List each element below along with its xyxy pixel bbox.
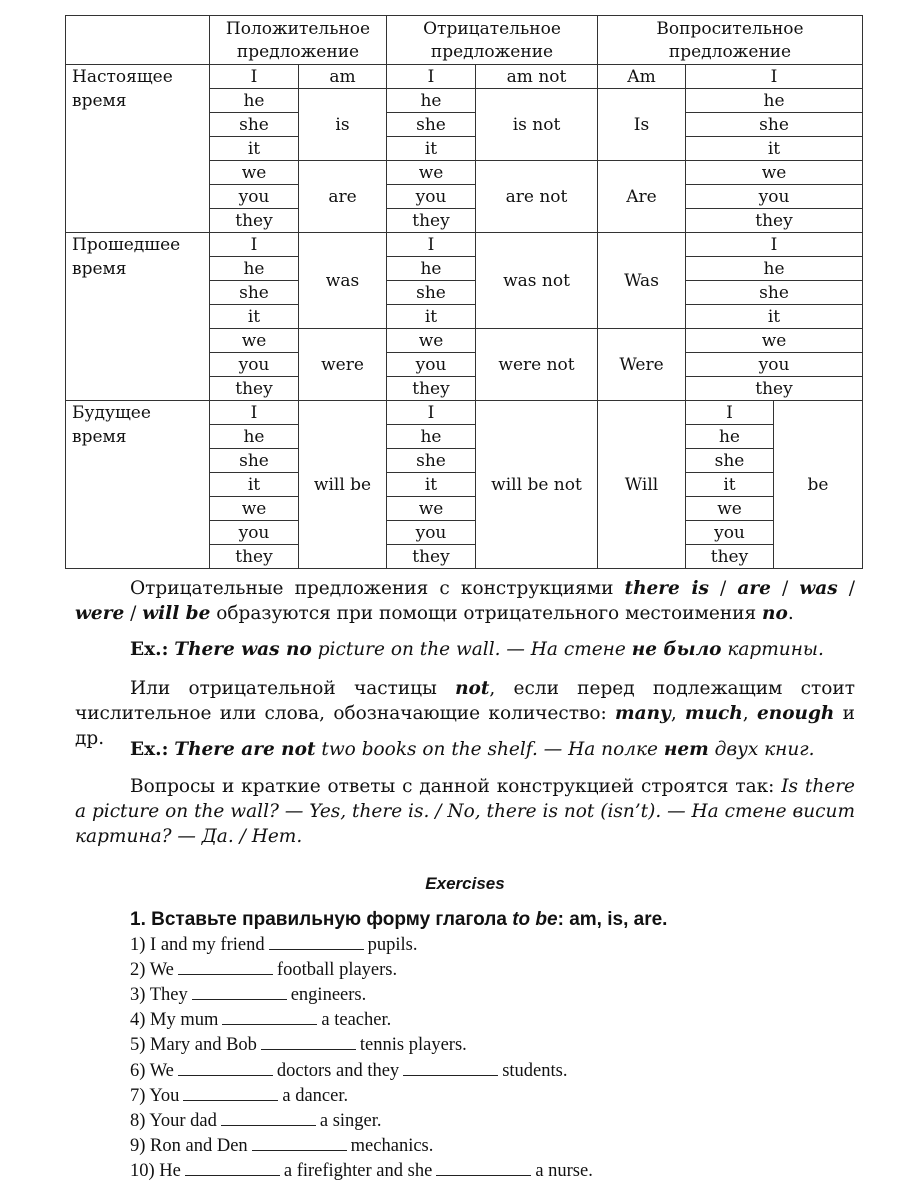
pronoun-cell: you xyxy=(387,185,476,209)
pronoun-cell: you xyxy=(210,353,299,377)
pronoun-cell: he xyxy=(387,425,476,449)
table-row xyxy=(66,233,863,257)
pronoun-cell: it xyxy=(387,137,476,161)
pronoun-cell: we xyxy=(387,497,476,521)
pronoun-cell: she xyxy=(210,281,299,305)
pronoun-cell: they xyxy=(686,377,863,401)
answer-blank[interactable] xyxy=(183,1083,278,1101)
grammar-table xyxy=(65,15,863,569)
exercise-text: mechanics. xyxy=(350,1135,434,1156)
exercise-line xyxy=(130,1133,433,1159)
answer-blank[interactable] xyxy=(178,1058,273,1076)
exercise-text: a dancer. xyxy=(282,1085,349,1106)
pronoun-cell: we xyxy=(387,329,476,353)
pronoun-cell: I xyxy=(686,233,863,257)
header-positive: Положительное предложение xyxy=(210,16,387,65)
exercise-line xyxy=(130,982,366,1008)
exercise-text: 9) Ron and Den xyxy=(130,1135,248,1156)
pronoun-cell: you xyxy=(210,521,299,545)
answer-blank[interactable] xyxy=(436,1158,531,1176)
pronoun-cell: they xyxy=(686,545,774,569)
exercise-text: 3) They xyxy=(130,985,188,1006)
verb-cell: Will xyxy=(598,401,686,569)
tense-label: Прошедшее время xyxy=(66,233,210,401)
verb-cell: Were xyxy=(598,329,686,401)
pronoun-cell: she xyxy=(387,449,476,473)
verb-cell: will be xyxy=(299,401,387,569)
exercise-text: 1) I and my friend xyxy=(130,935,265,955)
pronoun-cell: he xyxy=(210,257,299,281)
exercise-line xyxy=(130,1158,593,1184)
exercise-text: a teacher. xyxy=(321,1010,392,1031)
verb-cell: is xyxy=(299,89,387,161)
table-row xyxy=(66,65,863,89)
exercise-line xyxy=(130,1007,391,1033)
verb-cell: are xyxy=(299,161,387,233)
pronoun-cell: they xyxy=(210,209,299,233)
pronoun-cell: he xyxy=(210,425,299,449)
pronoun-cell: I xyxy=(686,65,863,89)
pronoun-cell: I xyxy=(210,65,299,89)
pronoun-cell: she xyxy=(686,449,774,473)
exercise-text: football players. xyxy=(276,960,398,981)
answer-blank[interactable] xyxy=(221,1108,316,1126)
pronoun-cell: we xyxy=(686,329,863,353)
verb-cell: was xyxy=(299,233,387,329)
pronoun-cell: it xyxy=(210,473,299,497)
pronoun-cell: you xyxy=(387,353,476,377)
pronoun-cell: he xyxy=(686,257,863,281)
pronoun-cell: they xyxy=(210,545,299,569)
pronoun-cell: she xyxy=(210,449,299,473)
answer-blank[interactable] xyxy=(185,1158,280,1176)
pronoun-cell: you xyxy=(387,521,476,545)
pronoun-cell: I xyxy=(210,233,299,257)
exercise-text: 5) Mary and Bob xyxy=(130,1035,257,1056)
exercise-text: tennis players. xyxy=(359,1035,467,1056)
verb-cell: was not xyxy=(476,233,598,329)
exercise-text: 2) We xyxy=(130,960,174,981)
pronoun-cell: they xyxy=(387,377,476,401)
pronoun-cell: we xyxy=(686,161,863,185)
header-empty xyxy=(66,16,210,65)
answer-blank[interactable] xyxy=(403,1058,498,1076)
pronoun-cell: she xyxy=(210,113,299,137)
pronoun-cell: I xyxy=(387,65,476,89)
exercise-text: pupils. xyxy=(367,935,418,955)
pronoun-cell: it xyxy=(210,305,299,329)
exercise-text: students. xyxy=(502,1060,568,1081)
verb-cell: am not xyxy=(476,65,598,89)
tense-label: Будущее время xyxy=(66,401,210,569)
exercise-text: engineers. xyxy=(290,985,367,1006)
pronoun-cell: they xyxy=(210,377,299,401)
pronoun-cell: he xyxy=(387,89,476,113)
exercise-line xyxy=(130,1058,567,1084)
pronoun-cell: you xyxy=(686,353,863,377)
exercise-text: doctors and they xyxy=(276,1060,400,1081)
tense-label: Настоящее время xyxy=(66,65,210,233)
exercise-text: a singer. xyxy=(319,1110,382,1131)
pronoun-cell: they xyxy=(387,209,476,233)
verb-cell: Are xyxy=(598,161,686,233)
pronoun-cell: it xyxy=(210,137,299,161)
pronoun-cell: we xyxy=(210,161,299,185)
pronoun-cell: you xyxy=(210,185,299,209)
pronoun-cell: we xyxy=(210,497,299,521)
pronoun-cell: she xyxy=(686,113,863,137)
exercise-line xyxy=(130,957,397,983)
pronoun-cell: it xyxy=(387,305,476,329)
exercise-text: a firefighter and she xyxy=(283,1160,433,1181)
pronoun-cell: they xyxy=(387,545,476,569)
verb-cell: Was xyxy=(598,233,686,329)
verb-cell: will be not xyxy=(476,401,598,569)
exercises-title: Exercises xyxy=(425,874,505,893)
exercise-text: 6) We xyxy=(130,1060,174,1081)
answer-blank[interactable] xyxy=(252,1133,347,1151)
verb-cell: Is xyxy=(598,89,686,161)
pronoun-cell: I xyxy=(387,233,476,257)
pronoun-cell: we xyxy=(210,329,299,353)
exercise-text: 8) Your dad xyxy=(130,1110,217,1131)
verb-cell: are not xyxy=(476,161,598,233)
answer-blank[interactable] xyxy=(192,982,287,1000)
verb-cell: were xyxy=(299,329,387,401)
pronoun-cell: it xyxy=(686,305,863,329)
paragraph-particle-not: Или отрицательной частицы not, если перед подлежащим стоит числительное или слова, обозначающие количество: many, much, enough и др. xyxy=(75,678,856,749)
pronoun-cell: I xyxy=(210,401,299,425)
pronoun-cell: you xyxy=(686,185,863,209)
exercise-text: 10) He xyxy=(130,1160,181,1181)
answer-blank[interactable] xyxy=(178,957,273,975)
header-question: Вопросительное предложение xyxy=(598,16,863,65)
verb-cell: is not xyxy=(476,89,598,161)
example-1: Ex.: There was no picture on the wall. — На стене не было картины. xyxy=(130,639,824,660)
paragraph-negative-rule: Отрицательные предложения с конструкциями there is / are / was / were / will be образуются при помощи отрицательного местоимения no. xyxy=(75,578,856,624)
exercise-text: a nurse. xyxy=(535,1160,593,1181)
pronoun-cell: it xyxy=(686,137,863,161)
pronoun-cell: it xyxy=(387,473,476,497)
header-negative: Отрицательное предложение xyxy=(387,16,598,65)
exercise-line xyxy=(130,932,417,958)
exercise-line xyxy=(130,1083,348,1109)
pronoun-cell: they xyxy=(686,209,863,233)
exercise-text: 7) You xyxy=(130,1085,180,1106)
pronoun-cell: we xyxy=(387,161,476,185)
verb-cell: Am xyxy=(598,65,686,89)
answer-blank[interactable] xyxy=(261,1032,356,1050)
answer-blank[interactable] xyxy=(269,932,364,950)
pronoun-cell: it xyxy=(686,473,774,497)
pronoun-cell: he xyxy=(686,425,774,449)
pronoun-cell: I xyxy=(686,401,774,425)
exercise-line xyxy=(130,1032,467,1058)
pronoun-cell: she xyxy=(686,281,863,305)
pronoun-cell: he xyxy=(387,257,476,281)
verb-cell: am xyxy=(299,65,387,89)
table-row xyxy=(66,401,863,425)
task-heading: 1. Вставьте правильную форму глагола to be: am, is, are. xyxy=(130,909,668,930)
exercise-line xyxy=(130,1108,382,1134)
exercise-text: 4) My mum xyxy=(130,1010,219,1031)
pronoun-cell: he xyxy=(686,89,863,113)
pronoun-cell: I xyxy=(387,401,476,425)
answer-blank[interactable] xyxy=(222,1007,317,1025)
pronoun-cell: he xyxy=(210,89,299,113)
example-2: Ex.: There are not two books on the shelf. — На полке нет двух книг. xyxy=(130,739,815,760)
verb-cell: be xyxy=(774,401,863,569)
pronoun-cell: she xyxy=(387,113,476,137)
verb-cell: were not xyxy=(476,329,598,401)
paragraph-questions: Вопросы и краткие ответы с данной конструкцией строятся так: Is there a picture on the wall? — Yes, there is. / No, there is not (isn’t). — На стене висит картина? — Да. / Нет. xyxy=(75,776,855,847)
pronoun-cell: she xyxy=(387,281,476,305)
pronoun-cell: you xyxy=(686,521,774,545)
pronoun-cell: we xyxy=(686,497,774,521)
